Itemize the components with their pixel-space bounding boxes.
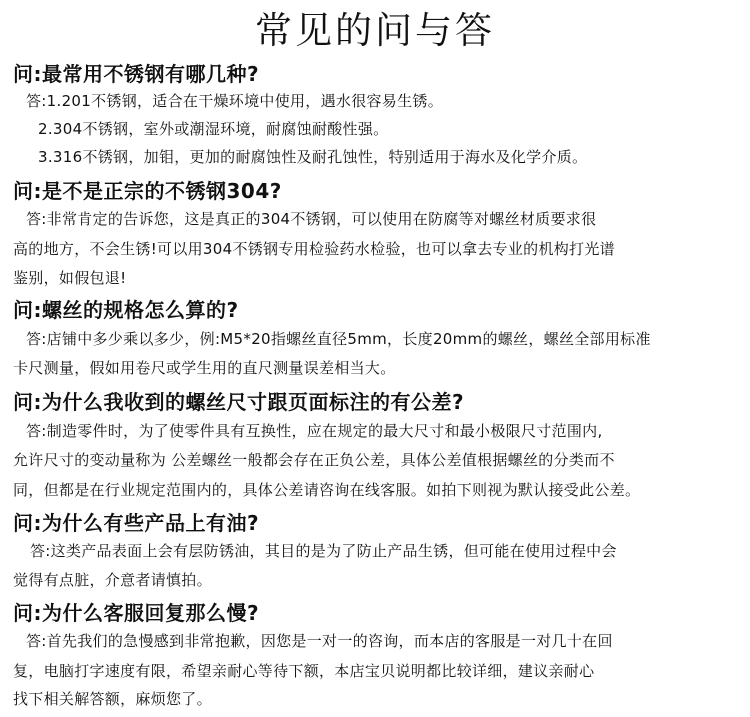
answer-line: 高的地方，不会生锈!可以用304不锈钢专用检验药水检验，也可以拿去专业的机构打光谱 [13, 240, 615, 258]
answer-line: 找下相关解答额，麻烦您了。 [13, 690, 212, 708]
answer-line: 卡尺测量，假如用卷尺或学生用的直尺测量误差相当大。 [13, 359, 396, 377]
answer-line: 同，但都是在行业规定范围内的，具体公差请咨询在线客服。如拍下则视为默认接受此公差。 [13, 481, 641, 499]
question-4: 问:为什么我收到的螺丝尺寸跟页面标注的有公差? [13, 390, 465, 414]
page-title: 常见的问与答 [255, 9, 495, 52]
question-5: 问:为什么有些产品上有油? [13, 511, 260, 535]
answer-line: 答:首先我们的急慢感到非常抱歉，因您是一对一的咨询，而本店的客服是一对几十在回 [26, 632, 613, 650]
answer-line: 答:制造零件时，为了使零件具有互换性，应在规定的最大尺寸和最小极限尺寸范围内, [26, 422, 603, 440]
answer-line: 允许尺寸的变动量称为 公差螺丝一般都会存在正负公差，具体公差值根据螺丝的分类而不 [13, 451, 615, 469]
question-1: 问:最常用不锈钢有哪几种? [13, 62, 260, 86]
answer-line: 鉴别，如假包退! [13, 269, 127, 287]
answer-line: 答:1.201不锈钢，适合在干燥环境中使用，遇水很容易生锈。 [26, 92, 443, 110]
answer-line: 答:这类产品表面上会有层防锈油，其目的是为了防止产品生锈，但可能在使用过程中会 [30, 542, 617, 560]
answer-line: 觉得有点脏，介意者请慎拍。 [13, 571, 212, 589]
answer-line: 复，电脑打字速度有限，希望亲耐心等待下额，本店宝贝说明都比较详细，建议亲耐心 [13, 662, 595, 680]
question-6: 问:为什么客服回复那么慢? [13, 601, 260, 625]
answer-line: 2.304不锈钢，室外或潮湿环境，耐腐蚀耐酸性强。 [38, 120, 389, 138]
question-2: 问:是不是正宗的不锈钢304? [13, 179, 282, 203]
answer-line: 答:店铺中多少乘以多少，例:M5*20指螺丝直径5mm，长度20mm的螺丝，螺丝全部用标准 [26, 330, 651, 348]
answer-line: 3.316不锈钢，加钼，更加的耐腐蚀性及耐孔蚀性，特别适用于海水及化学介质。 [38, 148, 588, 166]
answer-line: 答:非常肯定的告诉您，这是真正的304不锈钢，可以使用在防腐等对螺丝材质要求很 [26, 210, 597, 228]
question-3: 问:螺丝的规格怎么算的? [13, 298, 239, 322]
